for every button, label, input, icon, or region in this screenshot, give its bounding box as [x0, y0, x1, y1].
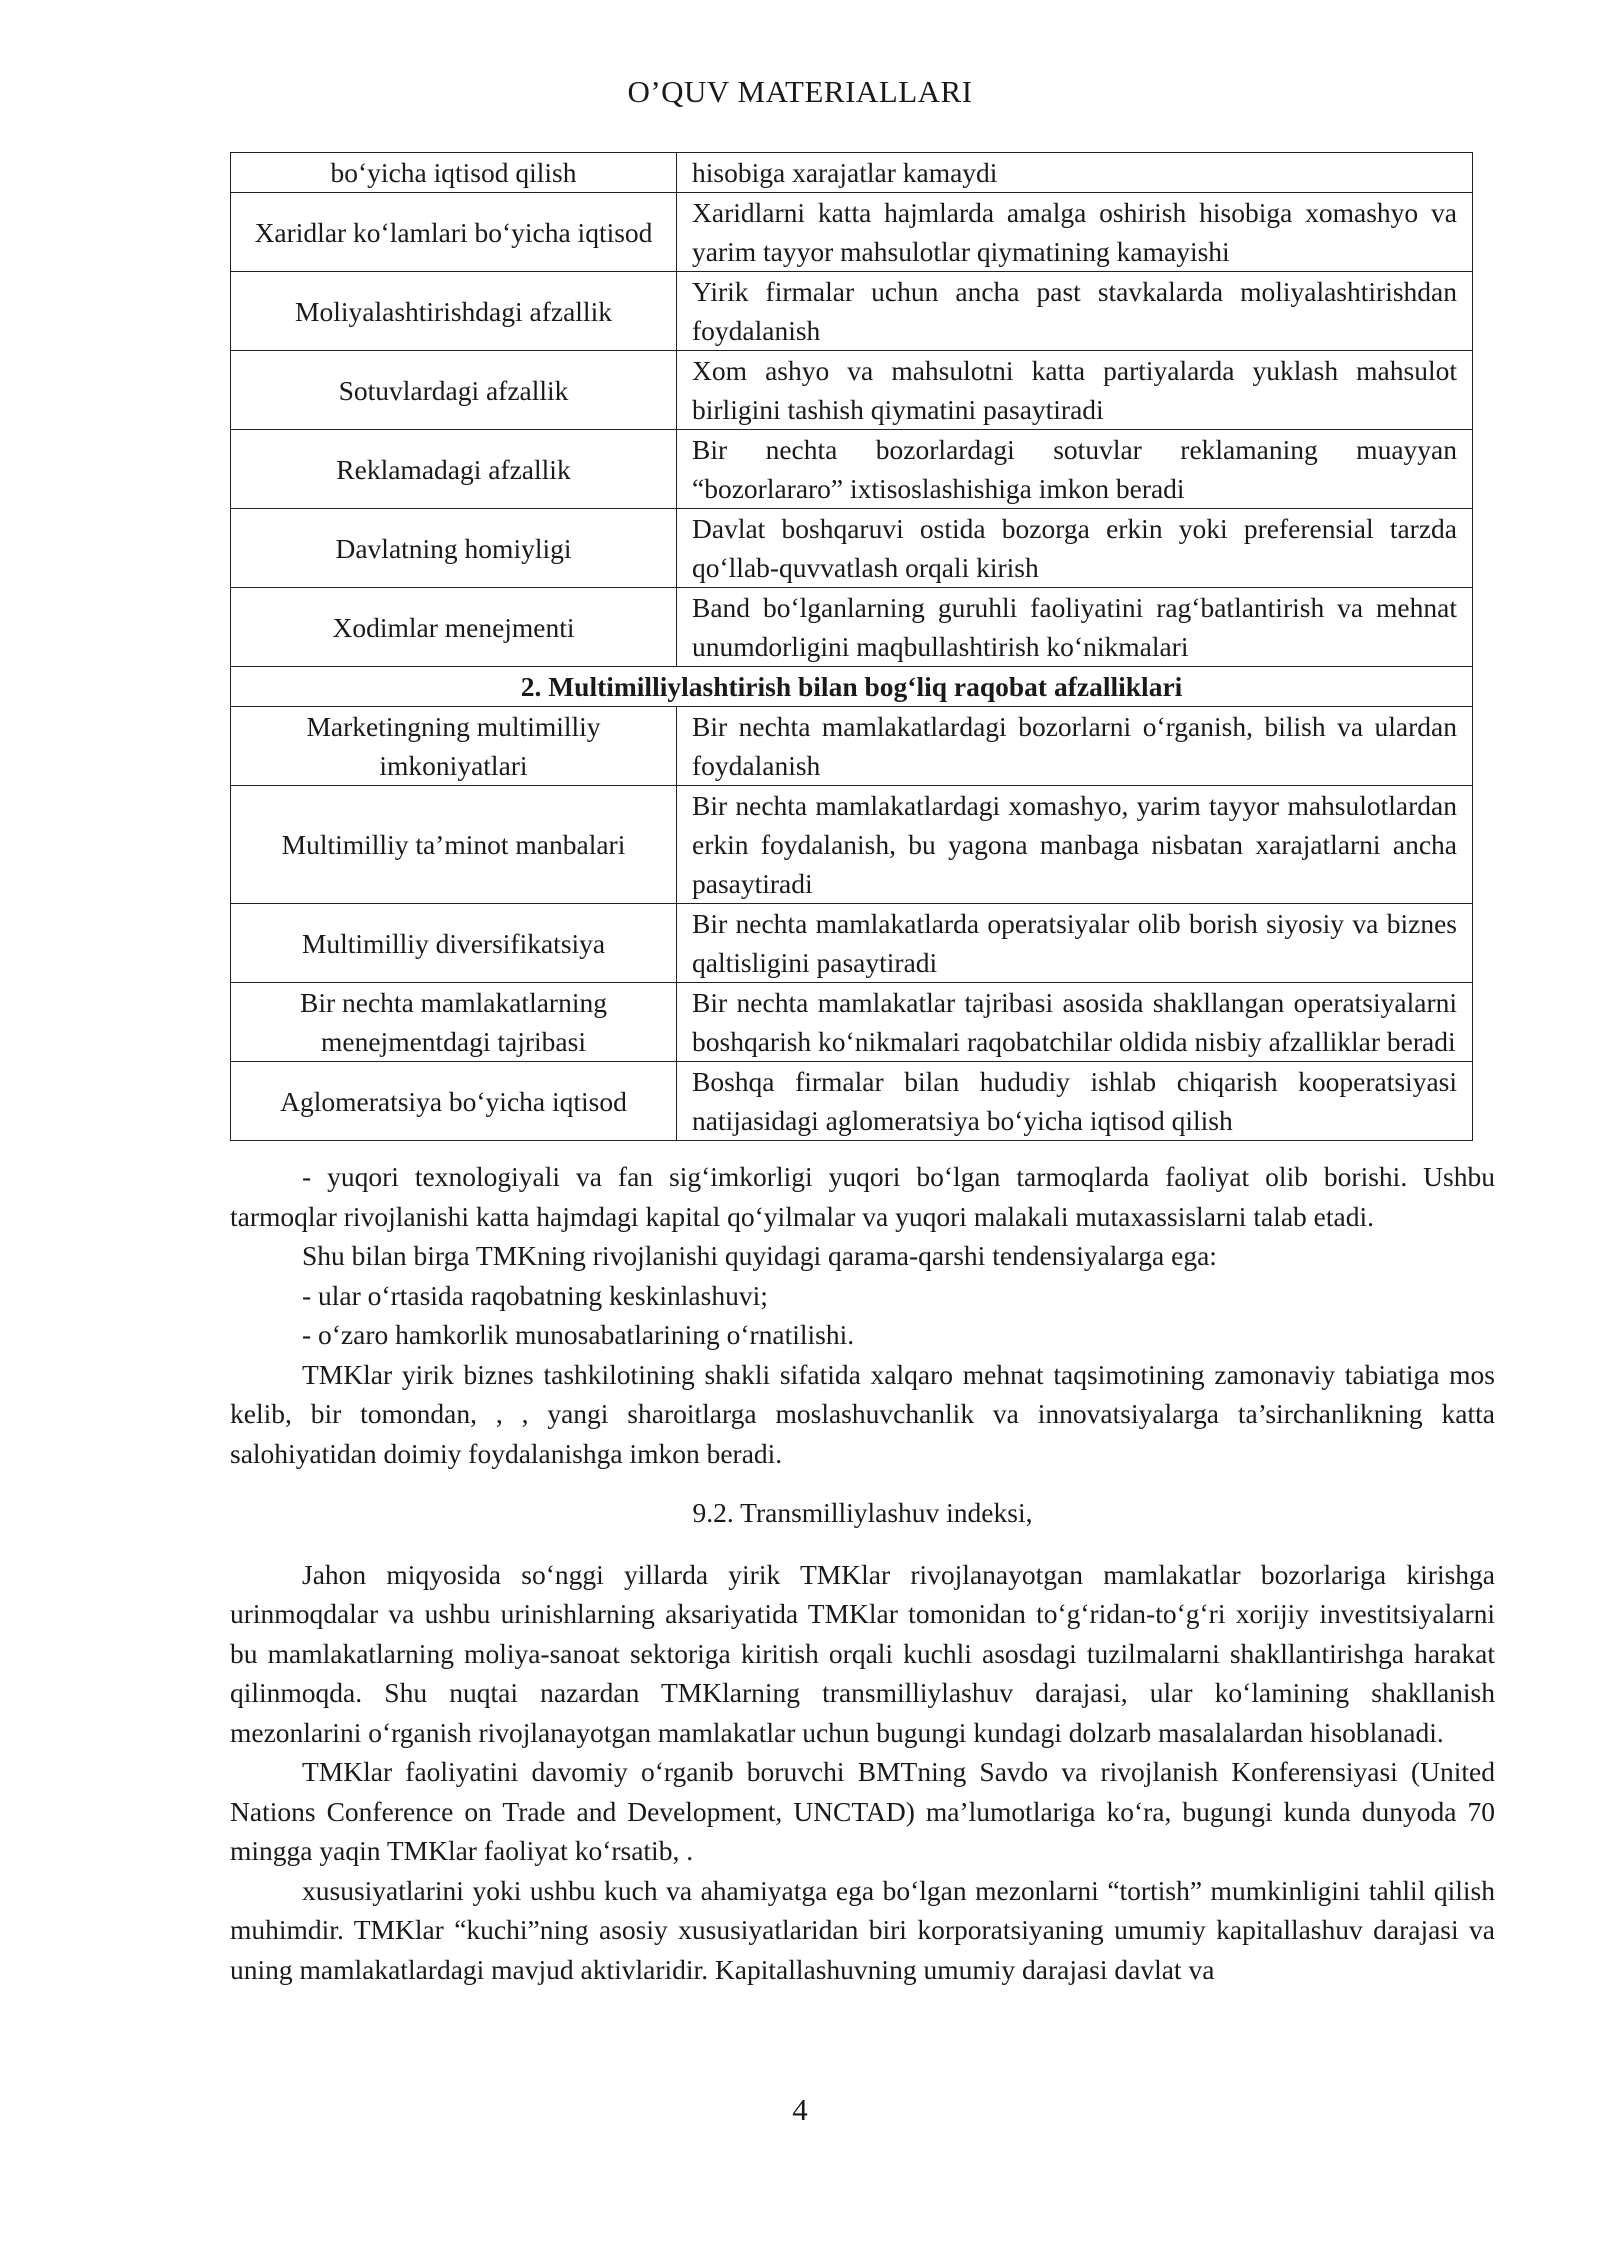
- body-paragraph: - yuqori texnologiyali va fan sig‘imkorligi yuqori bo‘lgan tarmoqlarda faoliyat olib borishi. Ushbu tarmoqlar rivojlanishi katta hajmdagi kapital qo‘yilmalar va yuqori malakali mutaxassislarni talab etadi.: [230, 1161, 1495, 1232]
- body-paragraph: xususiyatlarini yoki ushbu kuch va ahamiyatga ega bo‘lgan mezonlarni “tortish” mumkinligini tahlil qilish muhimdir. TMKlar “kuchi”ning asosiy xususiyatlaridan biri korporatsiyaning umumiy kapitallashuv darajasi va uning mamlakatlardagi mavjud aktivlaridir. Kapitallashuvning umumiy darajasi davlat va: [230, 1874, 1495, 1985]
- table-cell-description: Boshqa firmalar bilan hududiy ishlab chiqarish kooperatsiyasi natijasidagi aglomeratsiya bo‘yicha iqtisod qilish: [677, 1062, 1473, 1141]
- table-cell-description: Yirik firmalar uchun ancha past stavkalarda moliyalashtirishdan foydalanish: [677, 272, 1473, 351]
- table-cell-advantage: Multimilliy diversifikatsiya: [231, 904, 677, 983]
- table-cell-advantage: Bir nechta mamlakatlarning menejmentdagi tajribasi: [231, 983, 677, 1062]
- table-cell-description: hisobiga xarajatlar kamaydi: [677, 153, 1473, 193]
- advantages-table: [230, 152, 1473, 1141]
- body-paragraph: - ular o‘rtasida raqobatning keskinlashuvi;: [302, 1279, 768, 1311]
- table-cell-description: Xaridlarni katta hajmlarda amalga oshirish hisobiga xomashyo va yarim tayyor mahsulotlar qiymatining kamayishi: [677, 193, 1473, 272]
- table-cell-advantage: Xodimlar menejmenti: [231, 588, 677, 667]
- body-paragraph: TMKlar yirik biznes tashkilotining shakli sifatida xalqaro mehnat taqsimotining zamonaviy tabiatiga mos kelib, bir tomondan, , , yangi sharoitlarga moslashuvchanlik va innovatsiyalarga ta’sirchanlikning katta salohiyatidan doimiy foydalanishga imkon beradi.: [230, 1358, 1495, 1469]
- table-cell-advantage: Davlatning homiyligi: [231, 509, 677, 588]
- table-cell-advantage: Moliyalashtirishdagi afzallik: [231, 272, 677, 351]
- table-row: [231, 904, 1473, 983]
- table-row: [231, 1062, 1473, 1141]
- table-cell-description: Bir nechta mamlakatlarda operatsiyalar olib borish siyosiy va biznes qaltisligini pasaytiradi: [677, 904, 1473, 983]
- table-row: [231, 707, 1473, 786]
- table-row: [231, 272, 1473, 351]
- body-paragraph: - o‘zaro hamkorlik munosabatlarining o‘rnatilishi.: [302, 1319, 855, 1350]
- table-cell-description: Bir nechta mamlakatlar tajribasi asosida shakllangan operatsiyalarni boshqarish ko‘nikmalari raqobatchilar oldida nisbiy afzalliklar beradi: [677, 983, 1473, 1062]
- body-paragraph: Shu bilan birga TMKning rivojlanishi quyidagi qarama-qarshi tendensiyalarga ega:: [302, 1240, 1217, 1271]
- table-cell-advantage: Xaridlar ko‘lamlari bo‘yicha iqtisod: [231, 193, 677, 272]
- table-section-row: [231, 667, 1473, 707]
- table-section-title: 2. Multimilliylashtirish bilan bog‘liq raqobat afzalliklari: [231, 667, 1473, 707]
- table-cell-advantage: Reklamadagi afzallik: [231, 430, 677, 509]
- page-number: 4: [792, 2092, 808, 2127]
- table-row: [231, 983, 1473, 1062]
- table-cell-advantage: Multimilliy ta’minot manbalari: [231, 786, 677, 904]
- document-content: [230, 152, 1495, 1989]
- table-row: [231, 153, 1473, 193]
- body-paragraph: Jahon miqyosida so‘nggi yillarda yirik TMKlar rivojlanayotgan mamlakatlar bozorlariga kirishga urinmoqdalar va ushbu urinishlarning aksariyatida TMKlar tomonidan to‘g‘ridan-to‘g‘ri xorijiy investitsiyalarni bu mamlakatlarning moliya-sanoat sektoriga kiritish orqali kuchli asosdagi tuzilmalarni shakllantirishga harakat qilinmoqda. Shu nuqtai nazardan TMKlarning transmilliylashuv darajasi, ular ko‘lamining shakllanish mezonlarini o‘rganish rivojlanayotgan mamlakatlar uchun bugungi kundagi dolzarb masalalardan hisoblanadi.: [230, 1558, 1495, 1748]
- table-row: [231, 588, 1473, 667]
- table-row: [231, 509, 1473, 588]
- table-cell-description: Bir nechta mamlakatlardagi xomashyo, yarim tayyor mahsulotlardan erkin foydalanish, bu yagona manbaga nisbatan xarajatlarni ancha pasaytiradi: [677, 786, 1473, 904]
- table-cell-description: Xom ashyo va mahsulotni katta partiyalarda yuklash mahsulot birligini tashish qiymatini pasaytiradi: [677, 351, 1473, 430]
- table-row: [231, 193, 1473, 272]
- body-paragraph: TMKlar faoliyatini davomiy o‘rganib boruvchi BMTning Savdo va rivojlanish Konferensiyasi (United Nations Conference on Trade and Development, UNCTAD) ma’lumotlariga ko‘ra, bugungi kunda dunyoda 70 mingga yaqin TMKlar faoliyat ko‘rsatib, .: [230, 1756, 1495, 1866]
- table-row: [231, 786, 1473, 904]
- table-cell-description: Bir nechta mamlakatlardagi bozorlarni o‘rganish, bilish va ulardan foydalanish: [677, 707, 1473, 786]
- table-cell-advantage: Sotuvlardagi afzallik: [231, 351, 677, 430]
- table-cell-advantage: Aglomeratsiya bo‘yicha iqtisod: [231, 1062, 677, 1141]
- table-cell-description: Band bo‘lganlarning guruhli faoliyatini rag‘batlantirish va mehnat unumdorligini maqbullashtirish ko‘nikmalari: [677, 588, 1473, 667]
- section-heading: 9.2. Transmilliylashuv indeksi,: [692, 1497, 1033, 1528]
- page-header-title: O’QUV MATERIALLARI: [627, 74, 973, 109]
- table-cell-description: Davlat boshqaruvi ostida bozorga erkin yoki preferensial tarzda qo‘llab-quvvatlash orqali kirish: [677, 509, 1473, 588]
- table-row: [231, 430, 1473, 509]
- table-cell-advantage: Marketingning multimilliy imkoniyatlari: [231, 707, 677, 786]
- table-cell-description: Bir nechta bozorlardagi sotuvlar reklamaning muayyan “bozorlararo” ixtisoslashishiga imkon beradi: [677, 430, 1473, 509]
- table-cell-advantage: bo‘yicha iqtisod qilish: [231, 153, 677, 193]
- table-row: [231, 351, 1473, 430]
